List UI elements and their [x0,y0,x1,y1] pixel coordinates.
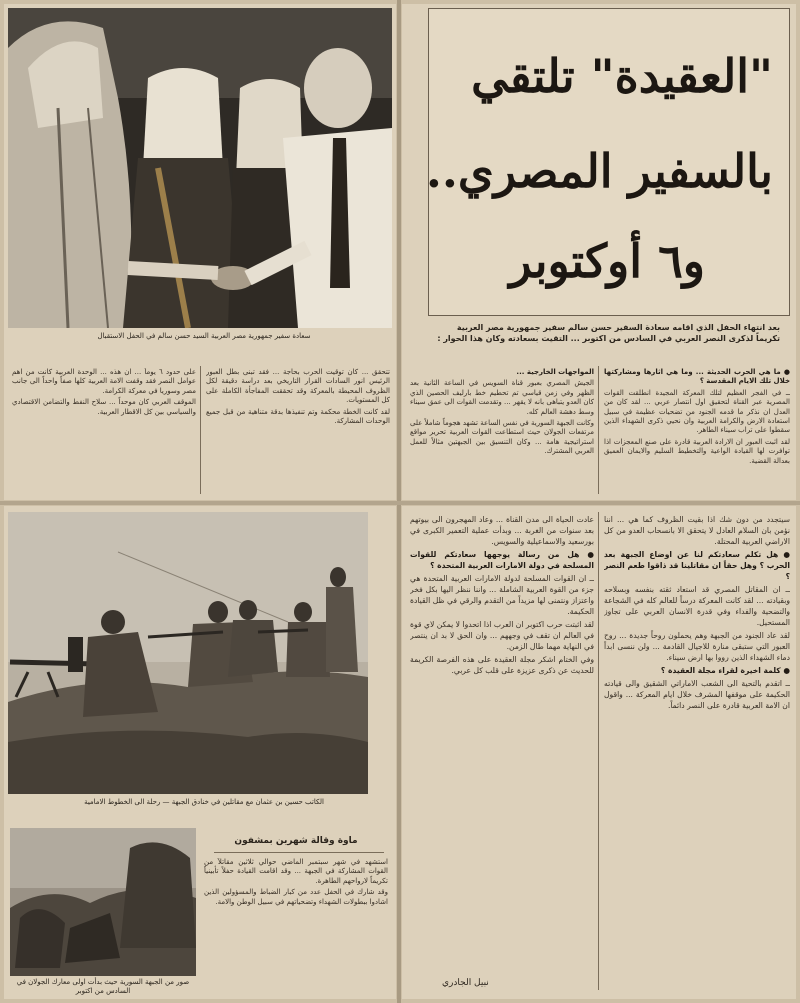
question: ● هل من رسالة يوجهها سعادتكم للقوات المسلحة في دولة الامارات العربية المتحدة ؟ [410,550,594,570]
article-column [604,368,790,496]
column-divider [200,366,201,494]
article-column [206,368,390,496]
headline-line-3: و٦ أوكتوبر [509,234,705,288]
page-top-left [4,4,396,500]
headline-box [425,8,790,316]
box-column [204,858,388,988]
question: ● ما هي الحرب الحديثة ... وما هي اثارها ومشاركتها خلال تلك الايام المقدسة ؟ [604,368,790,386]
paragraph: تتحقق ... كان توقيت الحرب بحاجة ... فقد تبنى بطل العبور الرئيس انور السادات القرار التاريخي بعد دراسة دقيقة لكل الظروف المحيطة بالمعركة وقد تحققت المفاجأة الكاملة على كل المستويات. [206,368,390,405]
article-column [604,514,790,990]
question: ● هل تكلم سعادتكم لنا عن اوضاع الجبهة بعد الحرب ؟ وهل حقاً ان مقاتلينا قد ذاقوا طعم النصر ؟ [604,550,790,581]
paragraph: ــ ان المقاتل المصري قد استعاد ثقته بنفسه وبسلاحه وبقيادته ... لقد كانت المعركة درساً للعالم كله في الشجاعة والتضحية والفداء وفي قدرة الانسان العربي على تجاوز المستحيل. [604,585,790,627]
column-divider [598,512,599,990]
photo-front-line [10,828,196,976]
paragraph: سيتجدد من دون شك اذا بقيت الظروف كما هي ... اننا نؤمن بان السلام العادل لا يتحقق الا بانسحاب العدو من كل الاراضي العربية المحتلة. [604,515,790,546]
paragraph: ــ ان القوات المسلحة لدولة الامارات العربية المتحدة هي جزء من القوة العربية الشاملة ... واننا ننظر اليها بكل فخر واعتزاز ونتمنى لها مزيداً من التقدم والرقي في ظل القيادة الحكيمة. [410,574,594,616]
paragraph: الجيش المصري بعبور قناة السويس في الساعة الثانية بعد الظهر وفي زمن قياسي تم تحطيم خط بارليف الحصين الذي كان العدو يتباهى بانه لا يقهر ... وتقدمت القوات الى عمق سيناء وسط دهشة العالم كله. [410,379,594,416]
photo-soldiers [8,512,368,794]
paragraph: وفي الختام اشكر مجلة العقيدة على هذه الفرصة الكريمة للحديث عن ذكرى عزيزة على قلب كل عربي. [410,655,594,675]
page-top-right [402,4,796,500]
paragraph: وقد شارك في الحفل عدد من كبار الضباط والمسؤولين الذين اشادوا ببطولات الشهداء وتضحياتهم في سبيل الوطن والامة. [204,888,388,906]
photo-caption: سعادة سفير جمهورية مصر العربية السيد حسن سالم في الحفل الاستقبال [97,332,311,340]
paragraph: الموقف العربي كان موحداً ... سلاح النفط والتضامن الاقتصادي والسياسي بين كل الاقطار العربية. [12,398,196,416]
paragraph: وكانت الجبهة السورية في نفس الساعة تشهد هجوماً شاملاً على مرتفعات الجولان حيث استطاعت القوات العربية تحرير مواقع استراتيجية هامة ... وكان التنسيق بين الجبهتين مثالاً للعمل العربي المشترك. [410,419,594,456]
photo-caption: الكاتب حسين بن عثمان مع مقاتلين في خنادق الجبهة — رحلة الى الخطوط الامامية [84,798,324,806]
paragraph: لقد اثبت العبور ان الارادة العربية قادرة على صنع المعجزات اذا توافرت لها القيادة الواعية والتخطيط السليم والايمان العميق بعدالة القضية. [604,437,790,465]
handshake-photo-art [8,8,392,328]
page-bottom-left [4,506,396,999]
paragraph: لقد عاد الجنود من الجبهة وهم يحملون روحاً جديدة ... روح العبور التي ستبقى منارة للاجيال القادمة ... ولن ننسى ابداً دماء الشهداء الذين رووا بها ارض سيناء. [604,631,790,662]
column-divider [598,366,599,494]
soldiers-photo-art [8,512,368,794]
author-signature: نبيل الجادري [442,978,489,988]
paragraph: لقد اثبتت حرب اكتوبر ان العرب اذا اتحدوا لا يمكن لاي قوة في العالم ان تقف في وجههم ... وان الحق لا بد ان ينتصر في النهاية مهما طال الزمن. [410,620,594,651]
paragraph: عادت الحياة الى مدن القناة ... وعاد المهجرون الى بيوتهم بعد سنوات من الغربة ... وبدأت عملية التعمير الكبرى في بورسعيد والاسماعيلية والسويس. [410,515,594,546]
article-column [410,368,594,496]
photo-caption: صور من الجبهة السورية حيث بدأت اولى معارك الجولان في السادس من اكتوبر [16,978,190,995]
paragraph: لقد كانت الخطة محكمة وتم تنفيذها بدقة متناهية من قبل جميع الوحدات المشاركة. [206,407,390,426]
horizontal-fold [0,501,800,505]
page-bottom-right [402,506,796,999]
box-title: ماوة وقالة شهرين بمشفون [234,836,358,846]
article-column [410,514,594,972]
photo-ambassador-handshake [8,8,392,328]
paragraph: استشهد في شهر سبتمبر الماضي حوالي ثلاثين مقاتلاً من القوات المشاركة في الجبهة ... وقد اقامت القيادة حفلاً تأبينياً تكريماً لارواحهم الطاهرة. [204,858,388,885]
paragraph: ــ اتقدم بالتحية الى الشعب الاماراتي الشقيق والى قيادته الحكيمة على موقفها المشرف خلال ايام المعركة ... واقول ان الامة العربية قادرة على النصر دائماً. [604,679,790,710]
front-line-photo-art [10,828,196,976]
paragraph: ــ في الفجر العظيم لتلك المعركة المجيدة انطلقت القوات المصرية عبر القناة لتحقيق اول انتصار عربي ... لقد كان من العدل ان نذكر ما قدمه الجنود من تضحيات عظيمة في سبيل استعادة الارض والكرامة العربية وان نحيي ذكرى الشهداء الذين سقطوا على تراب سيناء الطاهر. [604,388,790,435]
box-title-rule [214,852,384,853]
question: ● كلمة اخيرة لقراء مجلة العقيدة ؟ [660,666,790,675]
subheading: المواجهات الخارجية ... [516,368,594,376]
headline-line-1: "العقيدة" تلتقي [471,49,773,103]
article-intro: بعد انتهاء الحفل الذي اقامه سعادة السفير حسن سالم سفير جمهورية مصر العربية تكريماً لذكرى النصر العربي في السادس من اكتوبر ... التقيت بسعادته وكان هذا الحوار : [437,323,780,343]
paragraph: على حدود ٦ يوماً ... ان هذه ... الوحدة العربية كانت من اهم عوامل النصر فقد وقفت الامة العربية كلها صفاً واحداً الى جانب مصر وسوريا في معركة الكرامة. [12,368,196,395]
article-column [12,368,196,496]
headline-line-2: بالسفير المصري.. [425,144,773,198]
